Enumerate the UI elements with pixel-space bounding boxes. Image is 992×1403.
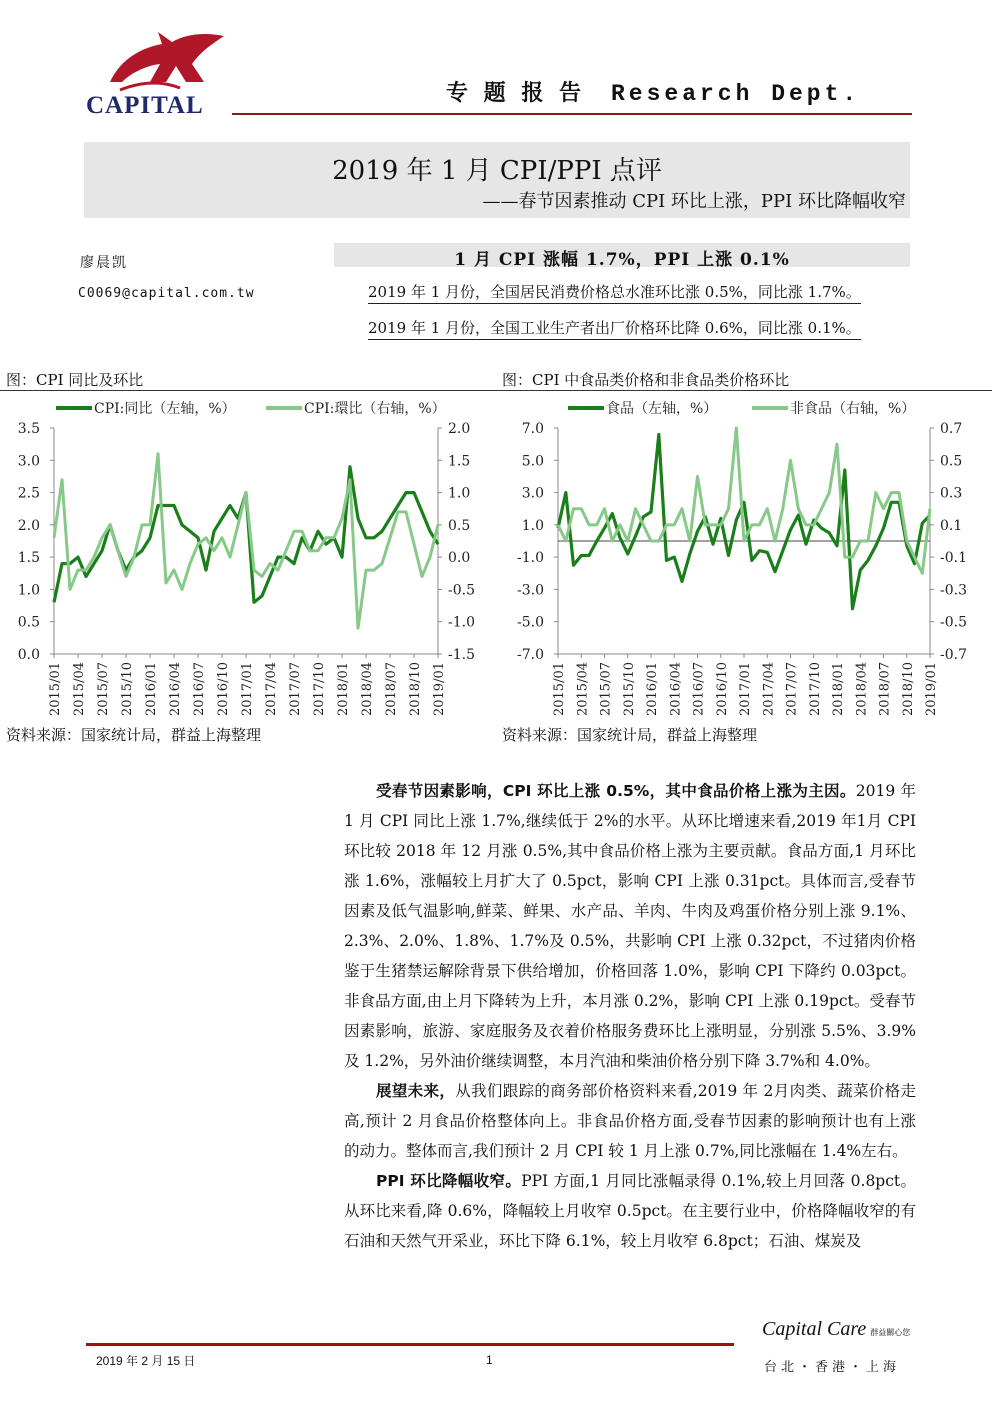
source-note-right: 资料来源：国家统计局，群益上海整理 — [502, 726, 758, 744]
x-tick-label: 2017/01 — [738, 662, 753, 717]
right-tick-label: 0.7 — [940, 421, 963, 437]
highlight-line-ppi: 2019 年 1 月份，全国工业生产者出厂价格环比降 0.6%，同比涨 0.1%。 — [368, 317, 861, 340]
body-text — [344, 776, 916, 1256]
right-tick-label: -0.1 — [940, 550, 967, 567]
x-tick-label: 2017/10 — [312, 662, 327, 717]
series-line-secondary — [54, 454, 438, 628]
report-subtitle: ——春节因素推动 CPI 环比上涨，PPI 环比降幅收窄 — [482, 191, 906, 212]
left-tick-label: 1.0 — [17, 582, 40, 599]
paragraph-cpi — [344, 776, 916, 1076]
x-tick-label: 2018/10 — [900, 662, 916, 717]
x-tick-label: 2016/04 — [168, 662, 183, 717]
research-dept: Research Dept. — [610, 81, 861, 107]
x-tick-label: 2016/01 — [144, 662, 159, 717]
x-tick-label: 2019/01 — [924, 662, 939, 717]
legend-label: CPI:同比（左轴，%） — [94, 401, 236, 417]
x-tick-label: 2016/01 — [645, 662, 660, 717]
paragraph-outlook-lead: 展望未来， — [376, 1082, 456, 1100]
page-number: 1 — [486, 1353, 493, 1367]
x-tick-label: 2015/01 — [48, 662, 63, 717]
right-tick-label: 0.3 — [940, 485, 963, 502]
right-tick-label: 1.0 — [448, 485, 471, 502]
x-tick-label: 2017/01 — [240, 662, 255, 717]
x-tick-label: 2017/04 — [264, 662, 279, 717]
x-tick-label: 2015/10 — [120, 662, 135, 717]
report-title: 2019 年 1 月 CPI/PPI 点评 — [332, 156, 662, 186]
paragraph-outlook-text: 从我们跟踪的商务部价格资料来看,2019 年 2月肉类、蔬菜价格走高,预计 2 月食品价格整体向上。非食品价格方面,受春节因素的影响预计也有上涨的动力。整体而言,我们预计 2 月 CPI 较 1 月上涨 0.7%,同比涨幅在 1.4%左右。 — [344, 1082, 916, 1160]
right-tick-label: 0.1 — [940, 517, 963, 534]
paragraph-ppi — [344, 1166, 916, 1256]
right-tick-label: 2.0 — [448, 421, 471, 437]
left-tick-label: -5.0 — [517, 614, 544, 631]
left-tick-label: 3.0 — [521, 485, 544, 502]
right-tick-label: 1.5 — [448, 453, 471, 470]
source-note-left: 资料来源：国家统计局，群益上海整理 — [6, 726, 262, 744]
figure-rule — [0, 390, 992, 391]
paragraph-ppi-lead: PPI 环比降幅收窄。 — [376, 1172, 522, 1190]
x-tick-label: 2017/07 — [288, 662, 303, 717]
figure-label-left: 图：CPI 同比及环比 — [6, 371, 144, 389]
report-header — [446, 76, 860, 107]
capital-care-logo — [762, 1318, 910, 1341]
right-tick-label: -1.0 — [448, 614, 475, 631]
left-tick-label: 3.5 — [17, 421, 40, 437]
left-tick-label: 5.0 — [521, 453, 544, 470]
right-tick-label: -0.5 — [448, 582, 475, 599]
left-tick-label: -7.0 — [517, 647, 544, 663]
x-tick-label: 2016/07 — [691, 662, 707, 717]
x-tick-label: 2017/10 — [807, 662, 823, 717]
capital-logo-icon — [100, 30, 240, 94]
x-tick-label: 2016/10 — [714, 662, 730, 717]
x-tick-label: 2018/07 — [384, 662, 399, 717]
brand-sub: 群益關心您 — [870, 1328, 911, 1337]
left-tick-label: 7.0 — [521, 421, 544, 437]
legend-label: CPI:環比（右轴，%） — [304, 401, 446, 417]
legend-label: 食品（左轴，%） — [606, 401, 718, 417]
right-tick-label: -1.5 — [448, 647, 475, 663]
header-divider — [232, 113, 912, 115]
x-tick-label: 2015/01 — [552, 662, 567, 717]
x-tick-label: 2019/01 — [432, 662, 447, 717]
left-tick-label: 0.5 — [17, 614, 40, 631]
paragraph-outlook — [344, 1076, 916, 1166]
x-tick-label: 2016/04 — [668, 662, 684, 717]
right-tick-label: 0.5 — [940, 453, 963, 470]
right-tick-label: -0.3 — [940, 582, 967, 599]
left-tick-label: 2.0 — [17, 517, 40, 534]
highlight-line-cpi: 2019 年 1 月份，全国居民消费价格总水准环比涨 0.5%，同比涨 1.7%。 — [368, 281, 861, 304]
x-tick-label: 2017/07 — [784, 662, 800, 717]
left-tick-label: 1.5 — [17, 550, 40, 567]
left-tick-label: 0.0 — [17, 647, 40, 663]
legend-label: 非食品（右轴，%） — [790, 401, 916, 417]
brand-name: Capital Care — [762, 1318, 867, 1340]
right-tick-label: -0.5 — [940, 614, 967, 631]
x-tick-label: 2018/04 — [360, 662, 375, 717]
footer-date: 2019 年 2 月 15 日 — [96, 1354, 196, 1368]
paragraph-ppi-text: PPI 方面,1 月同比涨幅录得 0.1%,较上月回落 0.8pct。从环比来看,降 0.6%，降幅较上月收窄 0.5pct。在主要行业中，价格降幅收窄的有石油和天然气开采业，环比下降 6.1%，较上月收窄 6.8pct；石油、煤炭及 — [344, 1172, 916, 1250]
author-email[interactable]: C0069@capital.com.tw — [78, 286, 255, 301]
chart-food-svg — [496, 392, 988, 722]
author-name: 廖晨凯 — [80, 255, 128, 271]
left-tick-label: 2.5 — [17, 485, 40, 502]
x-tick-label: 2018/04 — [854, 662, 870, 717]
paragraph-cpi-text: 2019 年 1 月 CPI 同比上涨 1.7%,继续低于 2%的水平。从环比增速来看,2019 年1月 CPI 环比较 2018 年 12 月涨 0.5%,其中食品价格上涨为主要贡献。食品方面,1 月环比涨 1.6%，涨幅较上月扩大了 0.5pct，影响 CPI 上涨 0.31pct。具体而言,受春节因素及低气温影响,鲜菜、鲜果、水产品、羊肉、牛肉及鸡蛋价格分别上涨 9.1%、2.3%、2.0%、1.8%、1.7%及 0.5%，共影响 CPI 上涨 0.32pct，不过猪肉价格鉴于生猪禁运解除背景下供给增加，价格回落 1.0%，影响 CPI 下降约 0.03pct。非食品方面,由上月下降转为上升，本月涨 0.2%，影响 CPI 上涨 0.19pct。受春节因素影响，旅游、家庭服务及衣着价格服务费环比上涨明显，分别涨 5.5%、3.9%及 1.2%，另外油价继续调整，本月汽油和柴油价格分别下降 3.7%和 4.0%。 — [344, 782, 916, 1070]
x-tick-label: 2017/04 — [761, 662, 777, 717]
left-tick-label: 1.0 — [521, 517, 544, 534]
x-tick-label: 2018/01 — [336, 662, 351, 717]
left-tick-label: 3.0 — [17, 453, 40, 470]
highlight-title: 1 月 CPI 涨幅 1.7%，PPI 上涨 0.1% — [454, 250, 790, 270]
x-tick-label: 2018/10 — [408, 662, 423, 717]
chart-cpi-yoy-mom — [0, 392, 492, 726]
x-tick-label: 2018/07 — [877, 662, 893, 717]
x-tick-label: 2015/10 — [621, 662, 637, 717]
chart-cpi-svg — [0, 392, 492, 722]
logo-text: CAPITAL — [86, 92, 204, 119]
right-tick-label: 0.5 — [448, 517, 471, 534]
x-tick-label: 2015/07 — [598, 662, 614, 717]
footer-cities: 台北・香港・上海 — [764, 1360, 901, 1375]
left-tick-label: -1.0 — [517, 550, 544, 567]
x-tick-label: 2015/04 — [575, 662, 591, 717]
figure-label-right: 图：CPI 中食品类价格和非食品类价格环比 — [502, 371, 790, 389]
chart-food-nonfood — [496, 392, 988, 726]
x-tick-label: 2015/07 — [96, 662, 111, 717]
paragraph-cpi-lead: 受春节因素影响，CPI 环比上涨 0.5%，其中食品价格上涨为主因。 — [376, 782, 856, 800]
footer-divider — [86, 1343, 734, 1346]
x-tick-label: 2016/10 — [216, 662, 231, 717]
x-tick-label: 2016/07 — [192, 662, 207, 717]
x-tick-label: 2015/04 — [72, 662, 87, 717]
left-tick-label: -3.0 — [517, 582, 544, 599]
right-tick-label: 0.0 — [448, 550, 471, 567]
x-tick-label: 2018/01 — [831, 662, 846, 717]
report-type: 专 题 报 告 — [446, 81, 585, 106]
right-tick-label: -0.7 — [940, 647, 967, 663]
